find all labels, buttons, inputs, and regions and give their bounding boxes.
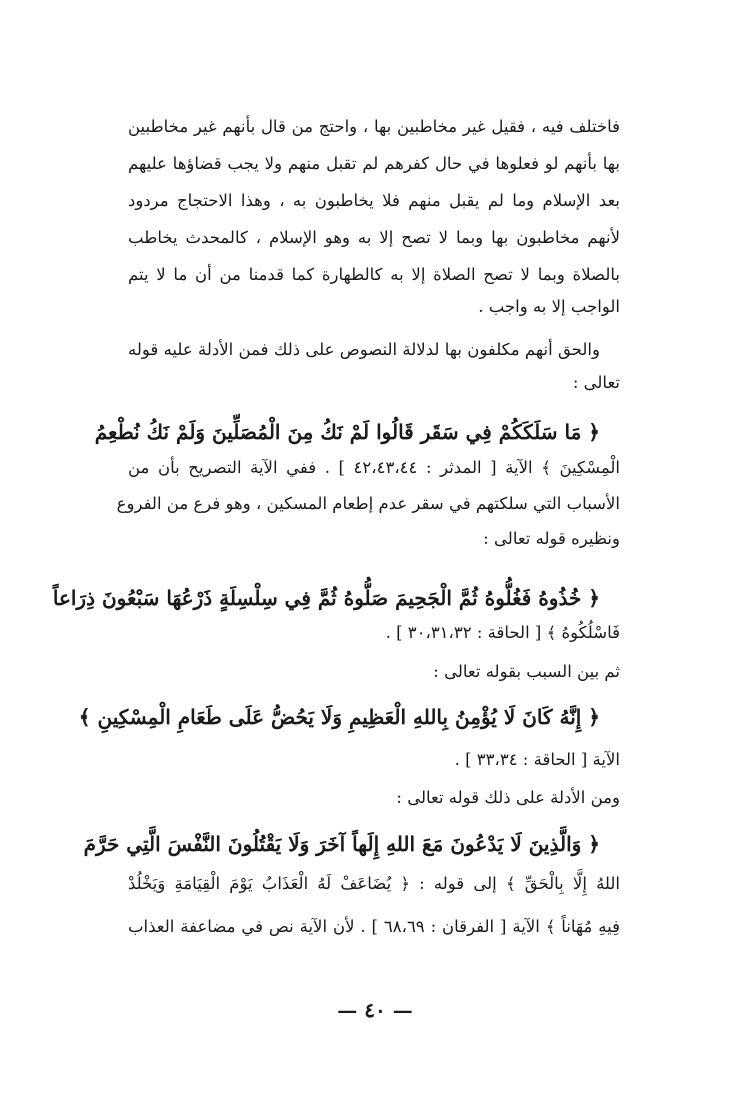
text-line: فَاسْلُكُوهُ ﴾ [ الحاقة : ٣٠،٣١،٣٢ ] . xyxy=(385,623,620,642)
text-line: الأسباب التي سلكتهم في سقر عدم إطعام المسكين ، وهو فرع من الفروع xyxy=(116,494,620,513)
quran-verse-line: ﴿ وَالَّذِينَ لَا يَدْعُونَ مَعَ اللهِ إِلَهاً آخَرَ وَلَا يَقْتُلُونَ النَّفْسَ الَّتِي حَرَّمَ xyxy=(83,832,600,856)
text-line: والحق أنهم مكلفون بها لدلالة النصوص على ذلك فمن الأدلة عليه قوله xyxy=(128,340,600,359)
text-line: فاختلف فيه ، فقيل غير مخاطبين بها ، واحتج من قال بأنهم غير مخاطبين xyxy=(128,117,620,136)
text-line: ثم بين السبب بقوله تعالى : xyxy=(433,662,620,681)
text-line: الواجب إلا به واجب . xyxy=(478,297,620,316)
text-line: الْمِسْكِينَ ﴾ الآية [ المدثر : ٤٢،٤٣،٤٤ ] . ففي الآية التصريح بأن من xyxy=(128,458,620,477)
quran-verse-line: ﴿ إِنَّهُ كَانَ لَا يُؤْمِنُ بِاللهِ الْعَظِيمِ وَلَا يَحُضُّ عَلَى طَعَامِ الْمِسْكِينِ ﴾ xyxy=(78,705,600,729)
text-line: لأنهم مخاطبون بها وبما لا تصح إلا به وهو الإسلام ، كالمحدث يخاطب xyxy=(128,228,620,247)
quran-verse-line: ﴿ خُذُوهُ فَغُلُّوهُ ثُمَّ الْجَحِيمَ صَلُّوهُ ثُمَّ فِي سِلْسِلَةٍ ذَرْعُهَا سَبْعُونَ ذِرَاعاً xyxy=(52,586,600,610)
page-number: — ٤٠ — xyxy=(337,998,413,1022)
text-line: الآية [ الحاقة : ٣٣،٣٤ ] . xyxy=(454,750,620,769)
text-line: ومن الأدلة على ذلك قوله تعالى : xyxy=(396,788,620,807)
text-line: فِيهِ مُهَاناً ﴾ الآية [ الفرقان : ٦٨،٦٩ ] . لأن الآية نص في مضاعفة العذاب xyxy=(128,917,620,936)
text-line: تعالى : xyxy=(572,373,620,392)
text-line: ونظيره قوله تعالى : xyxy=(483,529,620,548)
text-line: بها بأنهم لو فعلوها في حال كفرهم لم تقبل منهم ولا يجب قضاؤها عليهم xyxy=(128,154,620,173)
text-line: بعد الإسلام وما لم يقبل منهم فلا يخاطبون به ، وهذا الاحتجاج مردود xyxy=(128,191,620,210)
text-line: بالصلاة وبما لا تصح الصلاة إلا به كالطهارة كما قدمنا من أن ما لا يتم xyxy=(128,265,620,284)
text-line: اللهُ إِلَّا بِالْحَقِّ ﴾ إلى قوله : ﴿ يُضَاعَفْ لَهُ الْعَذَابُ يَوْمَ الْقِيَامَةِ وَيَخْلُدْ xyxy=(128,874,620,893)
quran-verse-line: ﴿ مَا سَلَكَكُمْ فِي سَقَر قَالُوا لَمْ نَكُ مِنَ الْمُصَلِّينَ وَلَمْ نَكُ نُطْعِمُ xyxy=(94,420,600,444)
